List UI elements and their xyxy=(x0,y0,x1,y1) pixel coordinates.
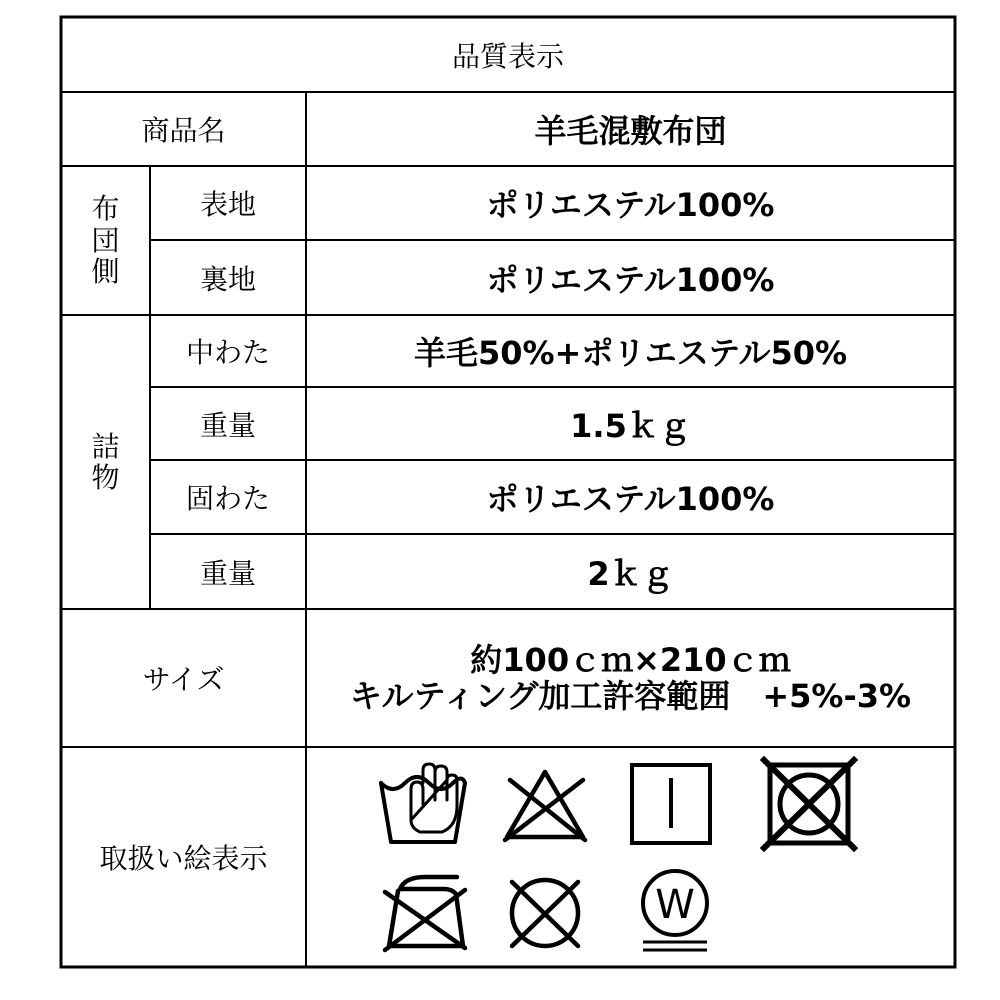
middle-filling-label: 中わた xyxy=(185,336,270,369)
middle-filling-value: 羊毛50%+ポリエステル50% xyxy=(413,334,848,372)
product-label: 商品名 xyxy=(141,114,226,147)
firm-weight-label: 重量 xyxy=(199,556,256,590)
size-tolerance: キルティング加工許容範囲 +5%-3% xyxy=(349,677,912,715)
middle-weight-value: 1.5ｋｇ xyxy=(570,406,691,445)
care-label: 取扱い絵表示 xyxy=(99,842,268,875)
firm-filling-label: 固わた xyxy=(185,482,270,515)
size-label: サイズ xyxy=(142,663,225,696)
firm-filling-value: ポリエステル100% xyxy=(486,480,775,518)
outer-fabric-value: ポリエステル100% xyxy=(486,186,775,224)
size-value xyxy=(306,609,955,747)
firm-weight-value: 2ｋｇ xyxy=(587,554,674,593)
lining-value: ポリエステル100% xyxy=(486,260,775,299)
outer-fabric-label: 表地 xyxy=(199,188,256,221)
lining-label: 裏地 xyxy=(199,262,256,296)
product-value: 羊毛混敷布団 xyxy=(534,112,727,150)
futon-side-group-label: 布 団 側 xyxy=(91,192,120,289)
size-dimensions: 約100ｃｍ×210ｃｍ xyxy=(470,640,791,679)
table-title: 品質表示 xyxy=(451,39,564,73)
filling-group-label: 詰 物 xyxy=(91,429,120,494)
svg-text:W: W xyxy=(655,882,695,928)
middle-weight-label: 重量 xyxy=(199,408,256,442)
